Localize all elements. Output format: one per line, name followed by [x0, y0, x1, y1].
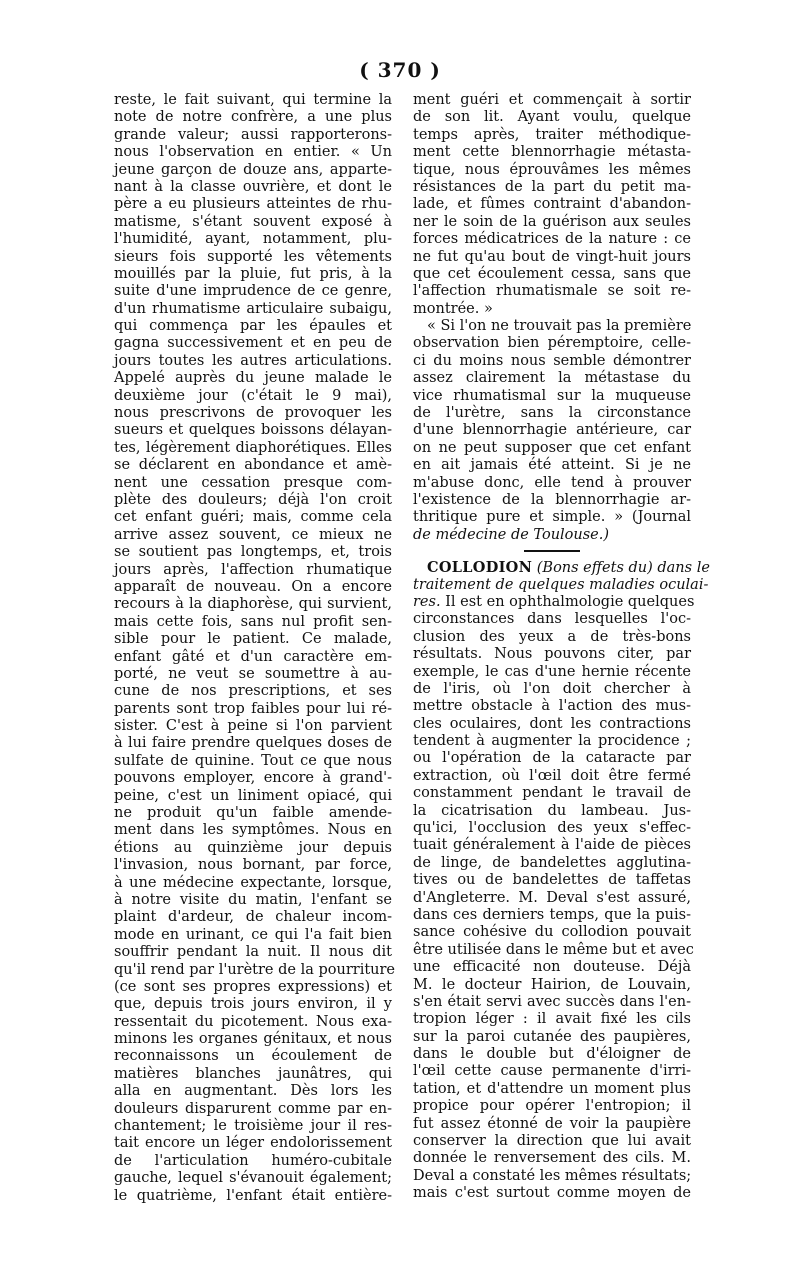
text-line: apparaît de nouveau. On a encore [114, 578, 392, 595]
text-line: tives ou de bandelettes de taffetas [413, 872, 691, 889]
text-line: tation, et d'attendre un moment plus [413, 1080, 691, 1097]
text-line: enfant gâté et d'un caractère em- [114, 648, 392, 665]
citation: de médecine de Toulouse.) [413, 526, 610, 543]
text-line: ment guéri et commençait à sortir [413, 92, 691, 108]
text-line: l'existence de la blennorrhagie ar- [413, 491, 691, 508]
text-line: tique, nous éprouvâmes les mêmes [413, 161, 691, 178]
text-line: jeune garçon de douze ans, apparte- [114, 161, 392, 178]
section-heading-line-1 [413, 559, 710, 577]
text-line: l'humidité, ayant, notamment, plu- [114, 231, 392, 248]
text-line: l'invasion, nous bornant, par force, [114, 857, 392, 874]
text-line: ci du moins nous semble démontrer [413, 352, 691, 369]
text-line: porté, ne veut se soumettre à au- [114, 665, 392, 682]
text-line: le quatrième, l'enfant était entière- [114, 1187, 392, 1204]
text-line: sieurs fois supporté les vêtements [114, 248, 392, 265]
text-line: de l'iris, où l'on doit chercher à [413, 680, 691, 697]
text-line: étions au quinzième jour depuis [114, 839, 392, 856]
text-line: nous prescrivons de provoquer les [114, 405, 392, 422]
text-line: jours après, l'affection rhumatique [114, 561, 392, 578]
text-line: thritique pure et simple. » (Journal [413, 509, 691, 526]
text-line: note de notre confrère, a une plus [114, 109, 392, 126]
text-line: plète des douleurs; déjà l'on croit [114, 491, 392, 508]
text-line: la cicatrisation du lambeau. Jus- [413, 802, 691, 819]
text-line: « Si l'on ne trouvait pas la première [427, 318, 692, 335]
text-line: ne fut qu'au bout de vingt-huit jours [413, 248, 691, 265]
text-line: reconnaissons un écoulement de [114, 1048, 392, 1065]
text-line: temps après, traiter méthodique- [413, 126, 691, 143]
text-line: ment cette blennorrhagie métasta- [413, 144, 691, 161]
text-line: mouillés par la pluie, fut pris, à la [114, 265, 392, 282]
text-line: mais cette fois, sans nul profit sen- [114, 613, 392, 630]
text-line: sur la paroi cutanée des paupières, [413, 1028, 691, 1045]
text-line: à une médecine expectante, lorsque, [114, 874, 392, 891]
text-line: ou l'opération de la cataracte par [413, 750, 691, 767]
text-line: arrive assez souvent, ce mieux ne [114, 526, 392, 543]
text-line: mais c'est surtout comme moyen de [413, 1185, 691, 1202]
text-line: matières blanches jaunâtres, qui [114, 1065, 392, 1082]
section-body-start: Il est en ophthalmologie quelques [440, 593, 695, 610]
text-line: on ne peut supposer que cet enfant [413, 439, 691, 456]
text-line: mode en urinant, ce qui l'a fait bien [114, 926, 392, 943]
text-line: de l'urètre, sans la circonstance [413, 405, 691, 422]
text-line: circonstances dans lesquelles l'oc- [413, 611, 691, 628]
text-line: cles oculaires, dont les contractions [413, 715, 691, 732]
text-line: chantement; le troisième jour il res- [114, 1118, 392, 1135]
text-line: en ait jamais été atteint. Si je ne [413, 457, 691, 474]
text-line: Deval a constaté les mêmes résultats; [413, 1167, 692, 1184]
text-line: cune de nos prescriptions, et ses [114, 683, 392, 700]
text-line: une efficacité non douteuse. Déjà [413, 959, 691, 976]
text-line: observation bien péremptoire, celle- [413, 335, 691, 352]
text-line: minons les organes génitaux, et nous [114, 1031, 392, 1048]
text-line: se soutient pas longtemps, et, trois [114, 544, 392, 561]
text-line: tes, légèrement diaphorétiques. Elles [114, 439, 392, 456]
text-line: fut assez étonné de voir la paupière [413, 1115, 691, 1132]
paragraph-quote [413, 318, 691, 527]
section-divider [524, 550, 580, 552]
text-line: conserver la direction que lui avait [413, 1133, 691, 1150]
text-line: de son lit. Ayant voulu, quelque [413, 109, 691, 126]
text-line: recours à la diaphorèse, qui survient, [114, 596, 392, 613]
text-line: l'affection rhumatismale se soit re- [413, 283, 691, 300]
text-line: résultats. Nous pouvons citer, par [413, 646, 691, 663]
text-line: Appelé auprès du jeune malade le [114, 370, 392, 387]
text-line: qu'ici, l'occlusion des yeux s'effec- [413, 820, 691, 837]
text-line: douleurs disparurent comme par en- [114, 1100, 392, 1117]
paragraph-continuation [413, 92, 691, 318]
text-line: tait encore un léger endolorissement [114, 1135, 392, 1152]
text-line: ressentait du picotement. Nous exa- [114, 1013, 392, 1030]
text-line: dans ces derniers temps, que la puis- [413, 906, 691, 923]
text-line: extraction, où l'œil doit être fermé [413, 767, 691, 784]
text-line: sueurs et quelques boissons délayan- [114, 422, 392, 439]
text-line: M. le docteur Hairion, de Louvain, [413, 976, 691, 993]
text-line: se déclarent en abondance et amè- [114, 457, 392, 474]
text-line: d'une blennorrhagie antérieure, car [413, 422, 691, 439]
text-line: à notre visite du matin, l'enfant se [114, 891, 392, 908]
left-column [114, 92, 396, 1205]
text-line: tropion léger : il avait fixé les cils [413, 1011, 691, 1028]
section-heading-line-3 [413, 593, 695, 611]
text-line: à lui faire prendre quelques doses de [114, 735, 392, 752]
text-line: jours toutes les autres articulations. [114, 352, 392, 369]
text-line: forces médicatrices de la nature : ce [413, 231, 691, 248]
text-line: sister. C'est à peine si l'on parvient [114, 718, 392, 735]
text-line: de linge, de bandelettes agglutina- [413, 854, 691, 871]
text-line: être utilisée dans le même but et avec [413, 941, 694, 958]
page-number: ( 370 ) [359, 58, 441, 82]
text-line: sible pour le patient. Ce malade, [114, 631, 392, 648]
text-line: qu'il rend par l'urètre de la pourriture [114, 961, 396, 978]
text-line: d'un rhumatisme articulaire subaigu, [114, 300, 392, 317]
right-column [413, 92, 710, 1203]
text-line: l'œil cette cause permanente d'irri- [413, 1063, 691, 1080]
text-line: dans le double but d'éloigner de [413, 1046, 691, 1063]
text-line: grande valeur; aussi rapporterons- [114, 126, 392, 143]
text-line: tendent à augmenter la procidence ; [413, 733, 691, 750]
text-line: alla en augmentant. Dès lors les [114, 1083, 392, 1100]
text-line: résistances de la part du petit ma- [413, 178, 691, 195]
text-line: deuxième jour (c'était le 9 mai), [114, 387, 392, 404]
text-line: constamment pendant le travail de [413, 785, 691, 802]
text-line: donnée le renversement des cils. M. [413, 1150, 691, 1167]
text-line: plaint d'ardeur, de chaleur incom- [114, 909, 392, 926]
text-line: pouvons employer, encore à grand'- [114, 770, 392, 787]
section-heading-subtitle-3: res. [413, 593, 441, 610]
text-line: que, depuis trois jours environ, il y [114, 996, 392, 1013]
text-line: (ce sont ses propres expressions) et [114, 978, 392, 995]
text-line: père a eu plusieurs atteintes de rhu- [114, 196, 392, 213]
text-line: d'Angleterre. M. Deval s'est assuré, [413, 889, 691, 906]
text-line: ment dans les symptômes. Nous en [114, 822, 392, 839]
text-line: suite d'une imprudence de ce genre, [114, 283, 392, 300]
text-line: tuait généralement à l'aide de pièces [413, 837, 691, 854]
text-line: mettre obstacle à l'action des mus- [413, 698, 691, 715]
text-line: cet enfant guéri; mais, comme cela [114, 509, 392, 526]
section-heading: COLLODION [427, 559, 533, 577]
section-heading-subtitle-1: (Bons effets du) dans le [536, 560, 710, 577]
text-line: clusion des yeux a de très-bons [413, 628, 691, 645]
text-line: matisme, s'étant souvent exposé à [114, 213, 392, 230]
text-line: propice pour opérer l'entropion; il [413, 1098, 691, 1115]
text-line: exemple, le cas d'une hernie récente [413, 663, 691, 680]
section-heading-subtitle-2: traitement de quelques maladies oculai- [413, 576, 709, 593]
citation-line [413, 527, 691, 544]
text-line: sance cohésive du collodion pouvait [413, 924, 691, 941]
text-line: nant à la classe ouvrière, et dont le [114, 178, 392, 195]
text-line: montrée. » [413, 300, 493, 317]
text-line: parents sont trop faibles pour lui ré- [114, 700, 392, 717]
text-line: s'en était servi avec succès dans l'en- [413, 993, 691, 1010]
text-line: ne produit qu'un faible amende- [114, 805, 392, 822]
text-line: lade, et fûmes contraint d'abandon- [413, 196, 691, 213]
text-line: souffrir pendant la nuit. Il nous dit [114, 944, 392, 961]
text-line: nent une cessation presque com- [114, 474, 392, 491]
text-line: qui commença par les épaules et [114, 318, 392, 335]
text-line: nous l'observation en entier. « Un [114, 144, 392, 161]
text-line: assez clairement la métastase du [413, 370, 691, 387]
text-line: ner le soin de la guérison aux seules [413, 213, 691, 230]
text-line: peine, c'est un liniment opiacé, qui [114, 787, 392, 804]
text-line: reste, le fait suivant, qui termine la [114, 92, 392, 108]
paragraph-collodion [413, 611, 694, 1202]
text-line: gagna successivement et en peu de [114, 335, 392, 352]
text-line: que cet écoulement cessa, sans que [413, 265, 691, 282]
text-line: sulfate de quinine. Tout ce que nous [114, 752, 392, 769]
text-line: vice rhumatismal sur la muqueuse [413, 387, 691, 404]
text-line: m'abuse donc, elle tend à prouver [413, 474, 691, 491]
text-line: gauche, lequel s'évanouit également; [114, 1170, 392, 1187]
text-line: de l'articulation huméro-cubitale [114, 1152, 392, 1169]
